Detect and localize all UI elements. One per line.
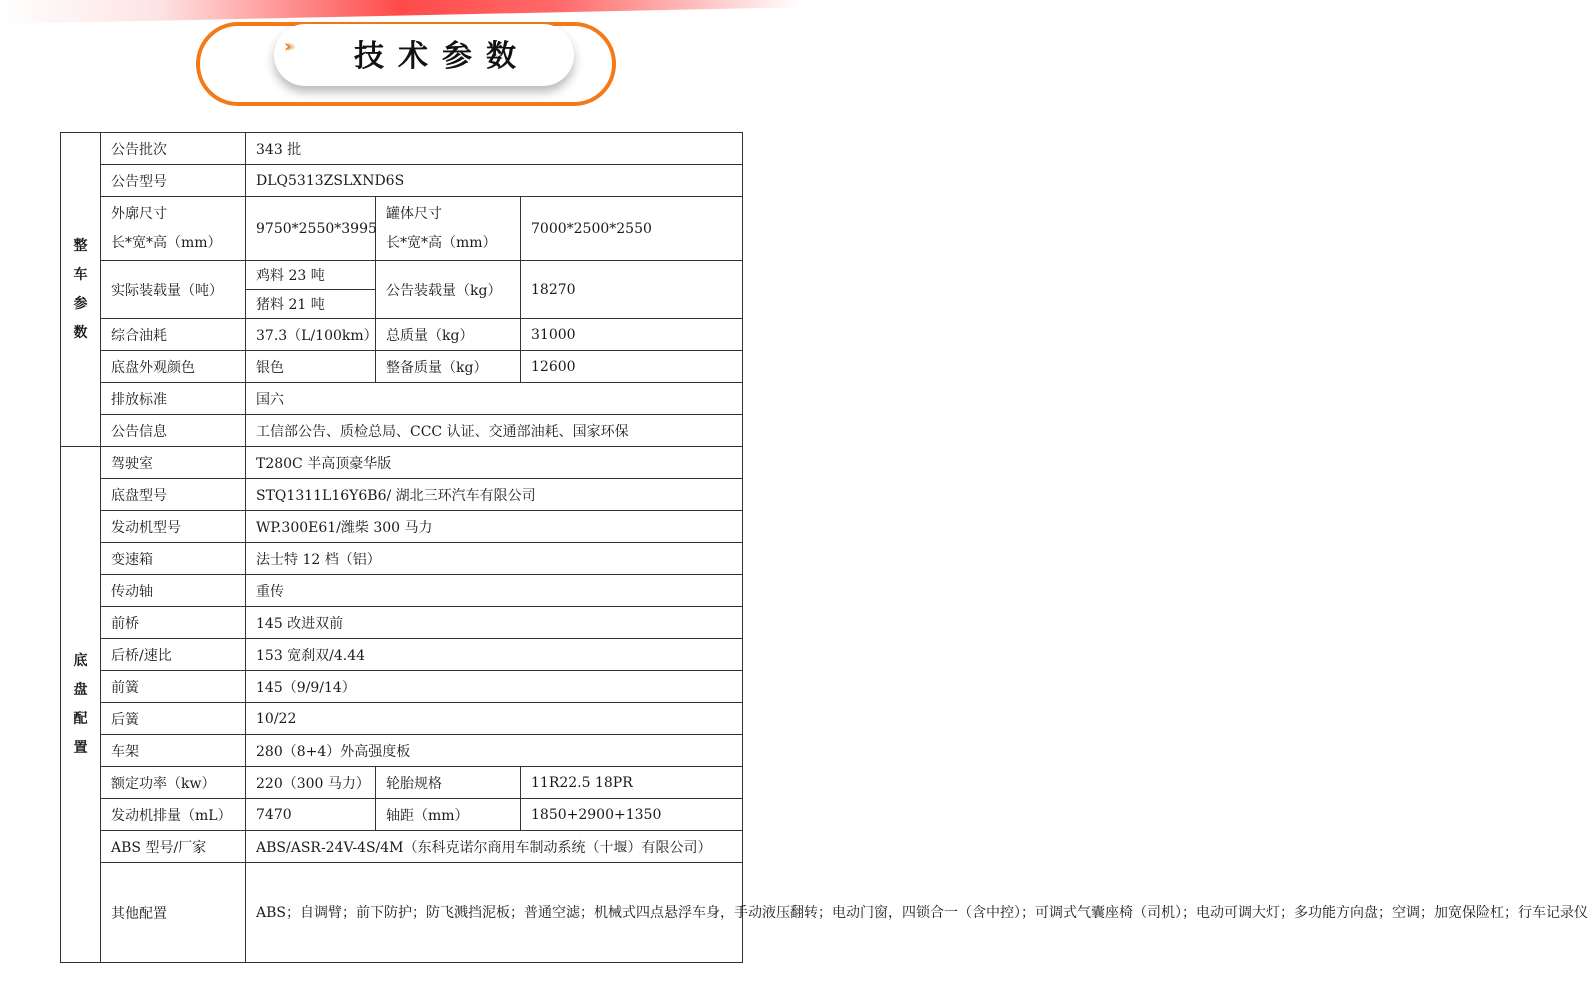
row-value: 153 宽刹双/4.44 [246, 639, 743, 671]
table-row [61, 319, 743, 351]
table-row [61, 831, 743, 863]
row-value: 37.3（L/100km） [246, 319, 376, 351]
row-label: 变速箱 [101, 543, 246, 575]
row-label: 前桥 [101, 607, 246, 639]
row-value: 银色 [246, 351, 376, 383]
row-value: 280（8+4）外高强度板 [246, 735, 743, 767]
row-value: 鸡料 23 吨 [246, 261, 376, 290]
row-label: 传动轴 [101, 575, 246, 607]
row-value: 343 批 [246, 133, 743, 165]
row-label: 后簧 [101, 703, 246, 735]
table-row [61, 165, 743, 197]
row-label: 底盘型号 [101, 479, 246, 511]
table-row [61, 261, 743, 290]
table-row [61, 671, 743, 703]
table-row [61, 197, 743, 261]
row-label: 外廓尺寸 长*宽*高（mm） [101, 197, 246, 261]
row-value: 220（300 马力） [246, 767, 376, 799]
row-value: 12600 [521, 351, 743, 383]
row-label: 驾驶室 [101, 447, 246, 479]
row-value: 猪料 21 吨 [246, 290, 376, 319]
row-value: 145 改进双前 [246, 607, 743, 639]
section-vehicle-params: 整 车 参 数 [61, 133, 101, 447]
section-chassis-config: 底 盘 配 置 [61, 447, 101, 963]
row-value: 7470 [246, 799, 376, 831]
row-label: 发动机型号 [101, 511, 246, 543]
row-value: 31000 [521, 319, 743, 351]
row-label: 其他配置 [101, 863, 246, 963]
row-label: 公告装载量（kg） [376, 261, 521, 319]
spec-table [60, 132, 1588, 963]
row-label: 实际装载量（吨） [101, 261, 246, 319]
row-label: 公告批次 [101, 133, 246, 165]
table-row [61, 447, 743, 479]
row-value: 法士特 12 档（铝） [246, 543, 743, 575]
row-label: 底盘外观颜色 [101, 351, 246, 383]
row-label: 公告信息 [101, 415, 246, 447]
row-value: 1850+2900+1350 [521, 799, 743, 831]
table-row [61, 133, 743, 165]
table-row [61, 767, 743, 799]
table-row [61, 575, 743, 607]
row-label: 罐体尺寸 长*宽*高（mm） [376, 197, 521, 261]
row-value: DLQ5313ZSLXND6S [246, 165, 743, 197]
row-label: 轮胎规格 [376, 767, 521, 799]
row-label: 后桥/速比 [101, 639, 246, 671]
table-row [61, 607, 743, 639]
row-value: STQ1311L16Y6B6/ 湖北三环汽车有限公司 [246, 479, 743, 511]
table-row [61, 351, 743, 383]
row-label: 总质量（kg） [376, 319, 521, 351]
row-value: 7000*2500*2550 [521, 197, 743, 261]
row-value: WP.300E61/潍柴 300 马力 [246, 511, 743, 543]
table-row [61, 863, 743, 963]
row-label: 车架 [101, 735, 246, 767]
row-label: 整备质量（kg） [376, 351, 521, 383]
row-label: 额定功率（kw） [101, 767, 246, 799]
row-value-other: ABS；自调臂；前下防护；防飞溅挡泥板；普通空滤；机械式四点悬浮车身，手动液压翻转；电动门窗，四锁合一（含中控）；可调式气囊座椅（司机）；电动可调大灯；多功能方向盘；空调；加宽保险杠；行车记录仪 [246, 863, 743, 963]
row-value: 11R22.5 18PR [521, 767, 743, 799]
row-label: 轴距（mm） [376, 799, 521, 831]
table-row [61, 543, 743, 575]
row-label: ABS 型号/厂家 [101, 831, 246, 863]
row-value: 国六 [246, 383, 743, 415]
table-row [61, 703, 743, 735]
row-label: 公告型号 [101, 165, 246, 197]
table-row [61, 479, 743, 511]
table-row [61, 415, 743, 447]
row-label: 发动机排量（mL） [101, 799, 246, 831]
page-title: 技术参数 [354, 39, 530, 74]
row-label: 排放标准 [101, 383, 246, 415]
row-label: 综合油耗 [101, 319, 246, 351]
row-value: 重传 [246, 575, 743, 607]
top-decor-band [0, 0, 800, 24]
table-row [61, 799, 743, 831]
row-value: ABS/ASR-24V-4S/4M（东科克诺尔商用车制动系统（十堰）有限公司） [246, 831, 743, 863]
row-value: 工信部公告、质检总局、CCC 认证、交通部油耗、国家环保 [246, 415, 743, 447]
row-label: 前簧 [101, 671, 246, 703]
row-value: 145（9/9/14） [246, 671, 743, 703]
chevrons-icon: ››› [284, 36, 292, 57]
row-value: 10/22 [246, 703, 743, 735]
row-value: T280C 半高顶豪华版 [246, 447, 743, 479]
table-row [61, 383, 743, 415]
row-value: 18270 [521, 261, 743, 319]
table-row [61, 735, 743, 767]
table-row [61, 639, 743, 671]
row-value: 9750*2550*3995 [246, 197, 376, 261]
table-row [61, 511, 743, 543]
